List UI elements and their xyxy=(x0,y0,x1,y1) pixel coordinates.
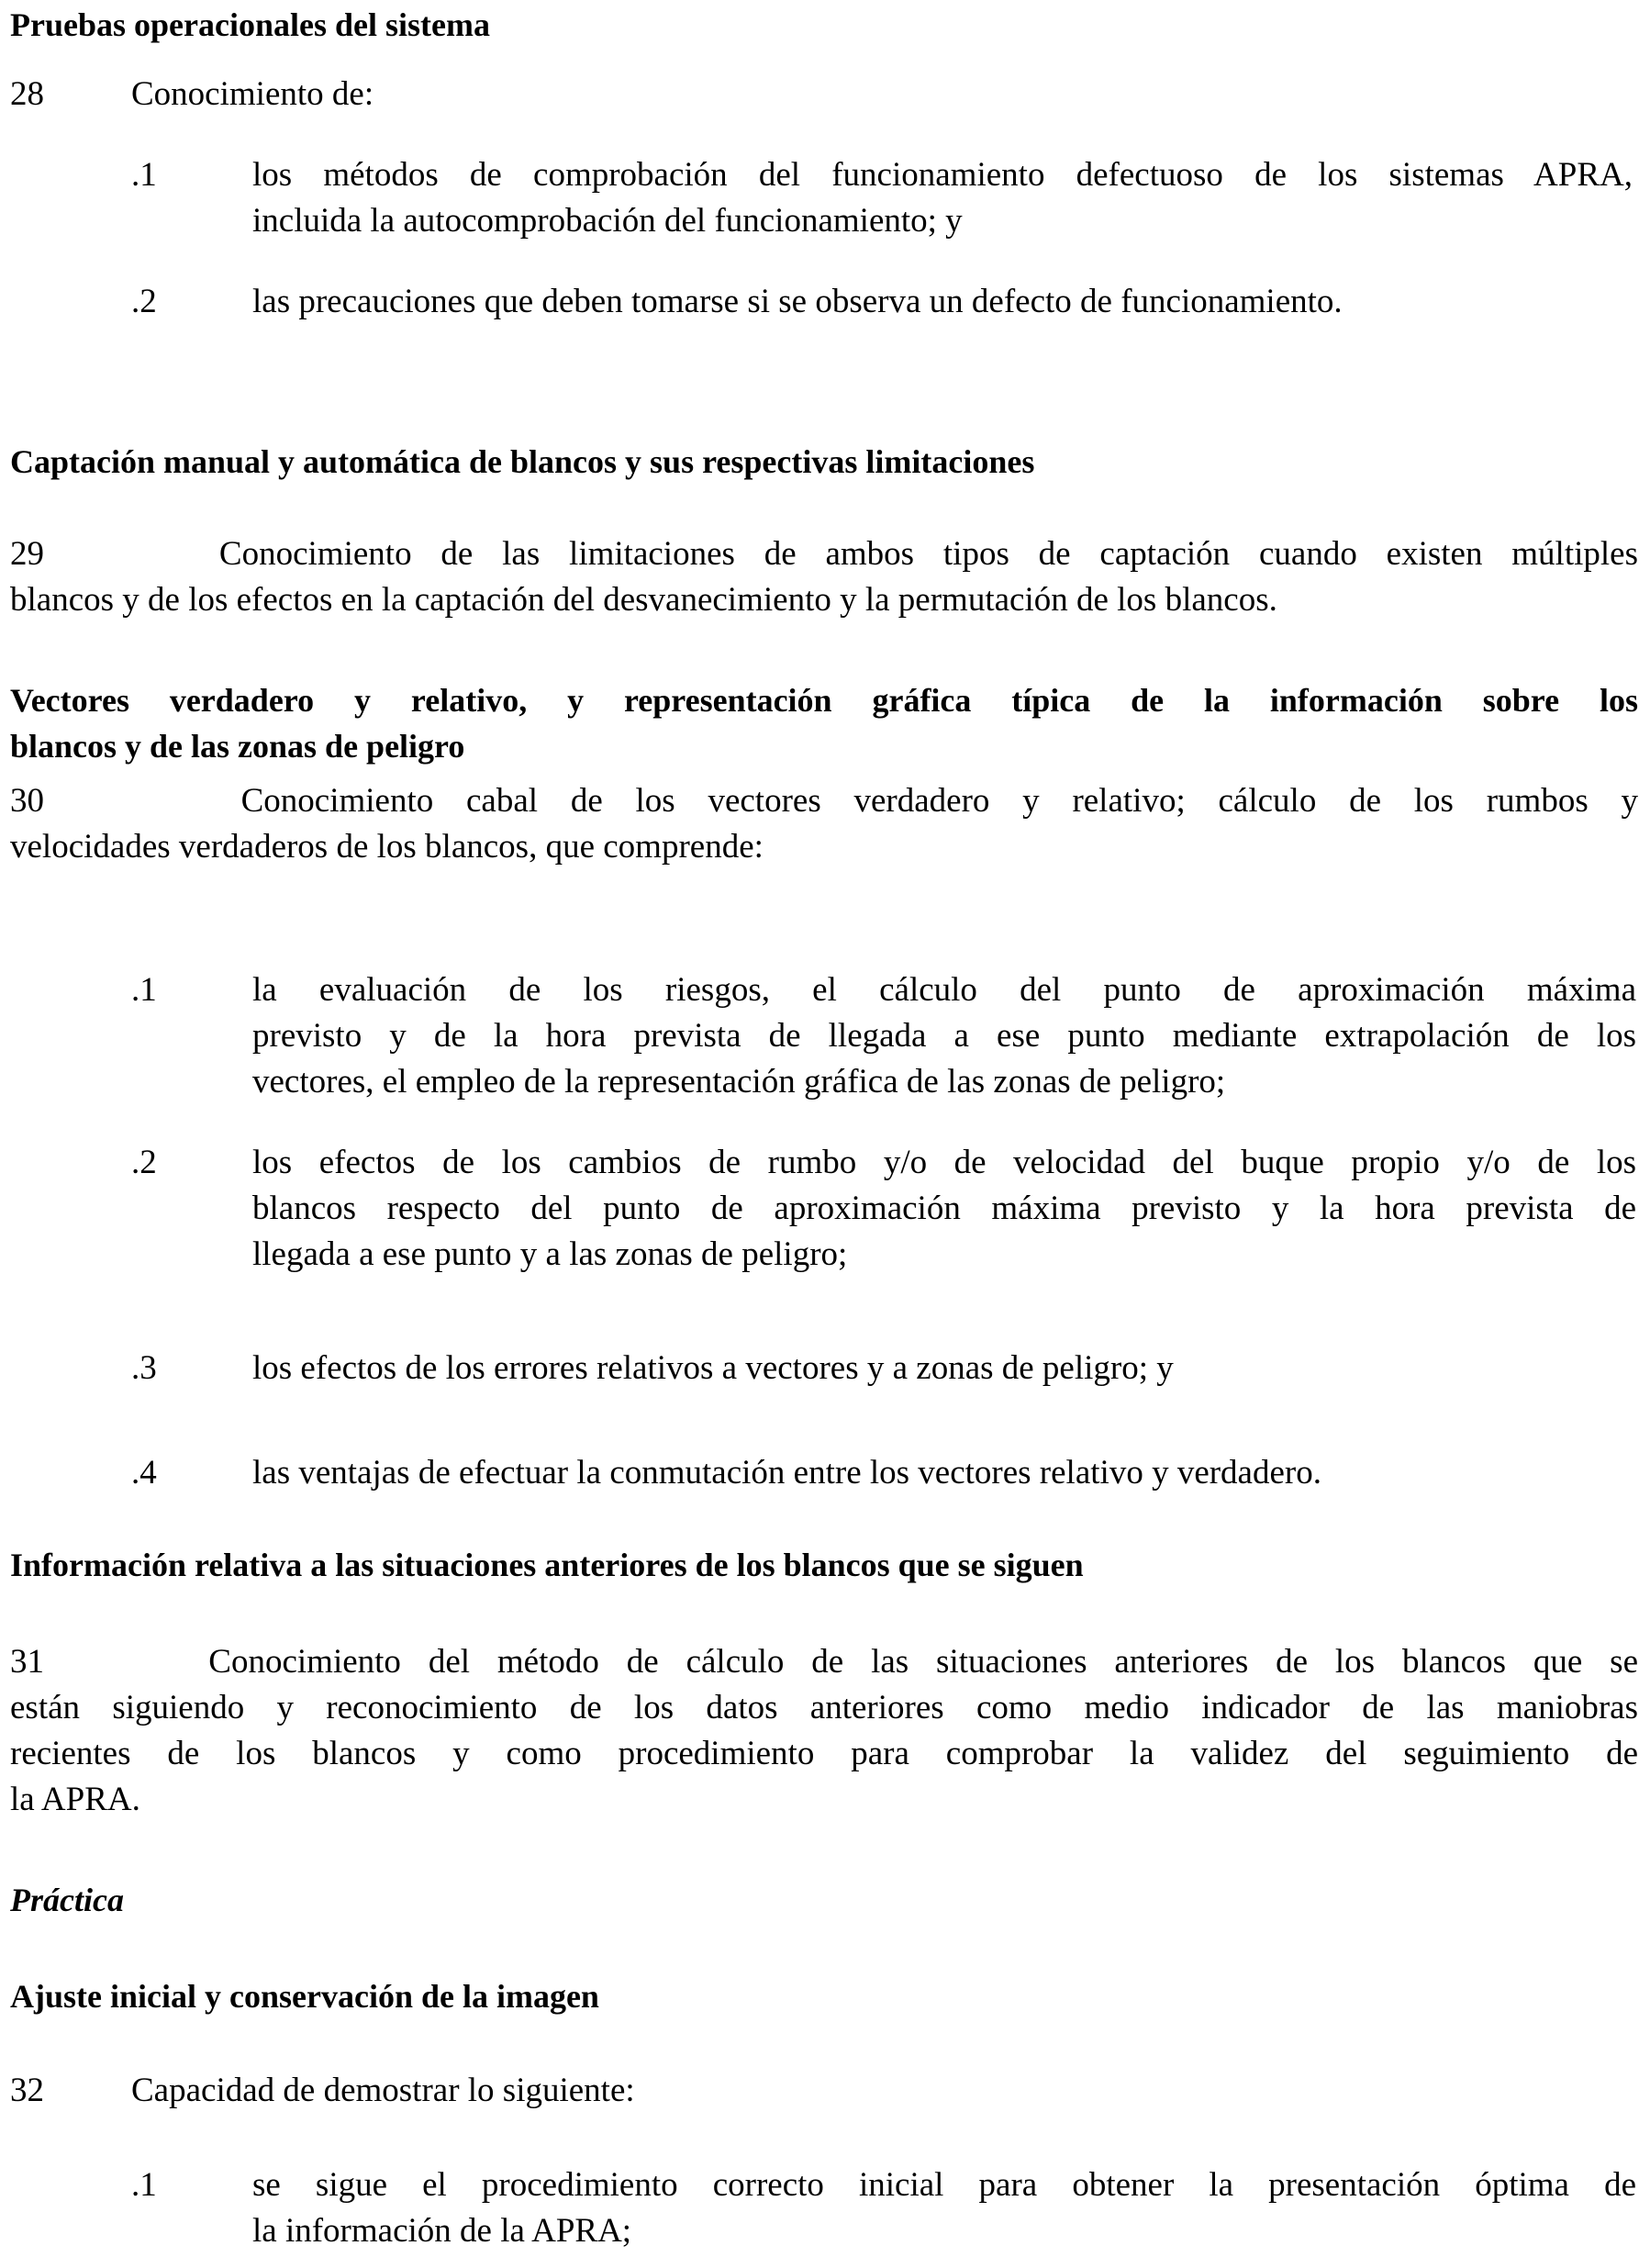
section-heading-pruebas: Pruebas operacionales del sistema xyxy=(10,6,490,43)
list-item-line: los efectos de los errores relativos a vectores y a zonas de peligro; y xyxy=(252,1349,1174,1387)
list-item-line: las precauciones que deben tomarse si se observa un defecto de funcionamiento. xyxy=(252,283,1343,320)
paragraph-28-text: Conocimiento de: xyxy=(131,75,374,113)
list-item-number: .1 xyxy=(131,971,157,1009)
paragraph-30 xyxy=(10,778,1638,870)
paragraph-line: la APRA. xyxy=(10,1781,140,1818)
paragraph-line: están siguiendo y reconocimiento de los datos anteriores como medio indicador de las maniobras xyxy=(10,1689,1638,1726)
paragraph-line: blancos y de los efectos en la captación del desvanecimiento y la permutación de los blancos. xyxy=(10,581,1277,619)
list-item-line: la información de la APRA; xyxy=(252,2212,632,2250)
list-item-line: vectores, el empleo de la representación gráfica de las zonas de peligro; xyxy=(252,1063,1226,1100)
paragraph-31 xyxy=(10,1639,1638,1823)
list-item-30-4 xyxy=(252,1450,1636,1496)
section-heading-practica: Práctica xyxy=(10,1882,124,1918)
list-item-line: la evaluación de los riesgos, el cálculo del punto de aproximación máxima xyxy=(252,971,1636,1009)
list-item-number: .3 xyxy=(131,1349,157,1387)
list-item-line: las ventajas de efectuar la conmutación entre los vectores relativo y verdadero. xyxy=(252,1454,1321,1492)
section-heading-ajuste: Ajuste inicial y conservación de la imagen xyxy=(10,1978,599,2015)
section-heading-informacion: Información relativa a las situaciones anteriores de los blancos que se siguen xyxy=(10,1547,1084,1583)
paragraph-32-text: Capacidad de demostrar lo siguiente: xyxy=(131,2072,635,2109)
paragraph-line: recientes de los blancos y como procedimiento para comprobar la validez del seguimiento de xyxy=(10,1735,1638,1772)
list-item-line: llegada a ese punto y a las zonas de peligro; xyxy=(252,1235,848,1273)
list-item-30-1 xyxy=(252,967,1636,1105)
list-item-number: .4 xyxy=(131,1454,157,1492)
list-item-line: incluida la autocomprobación del funcionamiento; y xyxy=(252,202,963,240)
list-item-number: .2 xyxy=(131,283,157,320)
list-item-32-1 xyxy=(252,2162,1636,2254)
list-item-30-3 xyxy=(252,1346,1636,1391)
paragraph-line: 31 Conocimiento del método de cálculo de las situaciones anteriores de los blancos que se xyxy=(10,1643,1638,1681)
list-item-line: blancos respecto del punto de aproximación máxima previsto y la hora prevista de xyxy=(252,1190,1636,1227)
list-item-number: .1 xyxy=(131,156,157,194)
paragraph-29 xyxy=(10,531,1638,623)
paragraph-line: 29 Conocimiento de las limitaciones de ambos tipos de captación cuando existen múltiples xyxy=(10,535,1638,573)
heading-line: blancos y de las zonas de peligro xyxy=(10,728,465,765)
paragraph-number-28: 28 xyxy=(10,75,44,113)
list-item-line: se sigue el procedimiento correcto inicial para obtener la presentación óptima de xyxy=(252,2166,1636,2204)
list-item-number: .1 xyxy=(131,2166,157,2204)
list-item-30-2 xyxy=(252,1140,1636,1278)
list-item-28-2 xyxy=(252,279,1633,325)
section-heading-vectores xyxy=(10,677,1638,769)
heading-line: Vectores verdadero y relativo, y representación gráfica típica de la información sobre los xyxy=(10,682,1638,719)
paragraph-line: velocidades verdaderos de los blancos, que comprende: xyxy=(10,828,764,866)
list-item-number: .2 xyxy=(131,1144,157,1181)
list-item-28-1 xyxy=(252,152,1633,244)
list-item-line: los efectos de los cambios de rumbo y/o de velocidad del buque propio y/o de los xyxy=(252,1144,1636,1181)
list-item-line: previsto y de la hora prevista de llegada a ese punto mediante extrapolación de los xyxy=(252,1017,1636,1055)
section-heading-captacion: Captación manual y automática de blancos y sus respectivas limitaciones xyxy=(10,443,1035,480)
paragraph-number-32: 32 xyxy=(10,2072,44,2109)
list-item-line: los métodos de comprobación del funcionamiento defectuoso de los sistemas APRA, xyxy=(252,156,1633,194)
paragraph-line: 30 Conocimiento cabal de los vectores verdadero y relativo; cálculo de los rumbos y xyxy=(10,782,1638,820)
